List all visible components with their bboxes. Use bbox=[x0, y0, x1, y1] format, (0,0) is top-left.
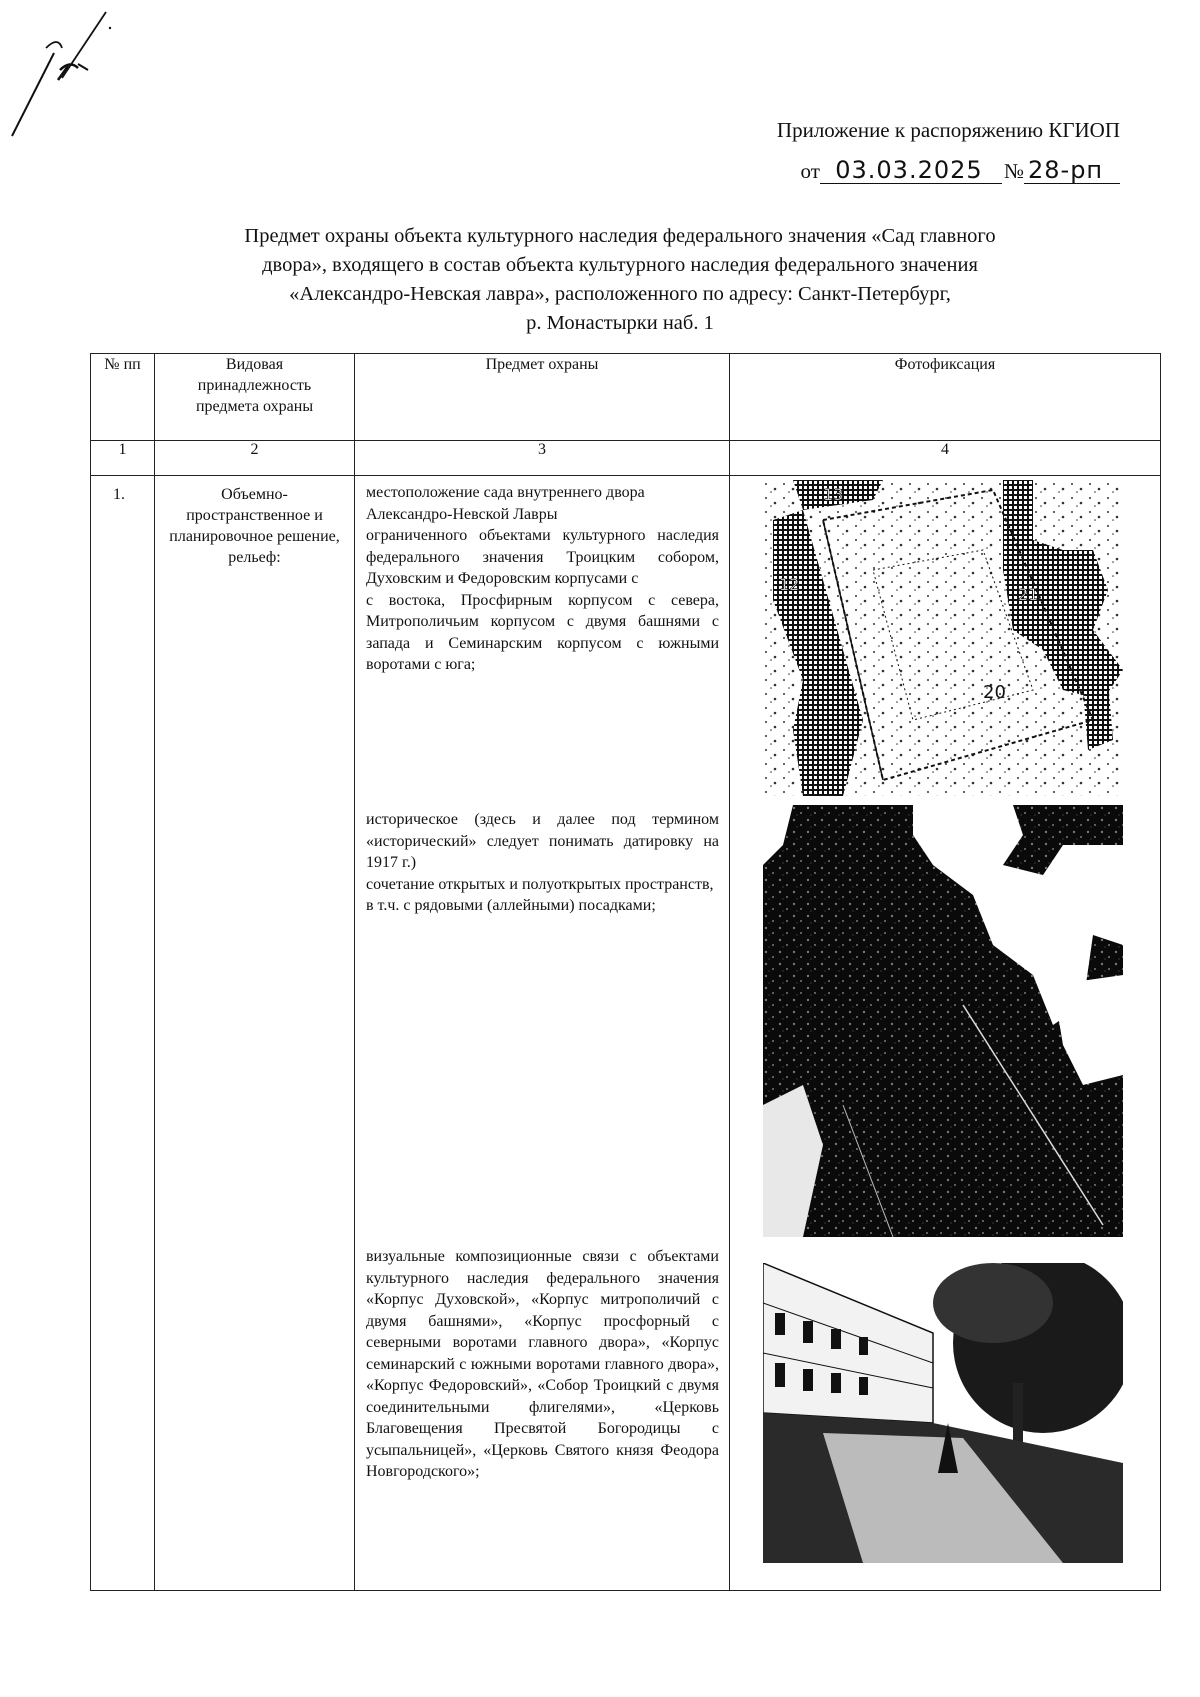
subject-item-location bbox=[366, 482, 719, 676]
header-subject: Предмет охраны bbox=[355, 354, 730, 441]
title-line: «Александро-Невская лавра», расположенного по адресу: Санкт-Петербург, bbox=[289, 283, 951, 305]
document-title bbox=[150, 222, 1090, 338]
row-number: 1. bbox=[91, 476, 155, 1591]
protection-table bbox=[90, 353, 1161, 1591]
subject-text: с востока, Просфирным корпусом с севера, Митрополичьим корпусом с двумя башнями с запада и Семинарским корпусом с южными воротами с юга; bbox=[366, 591, 719, 673]
appendix-number: 28-рп bbox=[1024, 157, 1120, 184]
subject-item-visual-links bbox=[366, 1246, 719, 1483]
table-row bbox=[91, 476, 1161, 1591]
header-photo: Фотофиксация bbox=[730, 354, 1161, 441]
title-line: двора», входящего в состав объекта культурного наследия федерального значения bbox=[262, 254, 978, 276]
appendix-block bbox=[777, 118, 1120, 184]
title-line: Предмет охраны объекта культурного наследия федерального значения «Сад главного bbox=[244, 225, 996, 247]
subject-text: историческое (здесь и далее под термином «исторический» следует понимать датировку на 1917 г.) bbox=[366, 811, 719, 871]
column-number: 2 bbox=[155, 441, 355, 476]
header-number: № пп bbox=[91, 354, 155, 441]
from-label: от bbox=[800, 159, 820, 183]
column-numbers-row bbox=[91, 441, 1161, 476]
column-number: 3 bbox=[355, 441, 730, 476]
site-plan-map bbox=[763, 480, 1123, 796]
header-kind: Видовая принадлежность предмета охраны bbox=[155, 354, 355, 441]
subject-text: ограниченного объектами культурного наследия федерального значения Троицким собором, Духовским и Федоровским корпусами с bbox=[366, 527, 719, 587]
map-label-20: 20 bbox=[983, 682, 1006, 703]
subject-text: сочетание открытых и полуоткрытых пространств, в т.ч. с рядовыми (аллейными) посадками; bbox=[366, 875, 714, 914]
handwritten-mark bbox=[10, 8, 120, 138]
column-number: 4 bbox=[730, 441, 1161, 476]
map-label-12: 12 bbox=[779, 575, 800, 594]
row-kind: Объемно-пространственное и планировочное решение, рельеф: bbox=[155, 476, 355, 1591]
map-label-13: 13 bbox=[823, 485, 844, 504]
subject-item-spaces bbox=[366, 809, 719, 917]
courtyard-photo bbox=[763, 1263, 1123, 1563]
map-label-21: 21 bbox=[1018, 585, 1039, 604]
title-line: р. Монастырки наб. 1 bbox=[526, 312, 714, 334]
photo-cell bbox=[730, 476, 1161, 1591]
number-label: № bbox=[1003, 159, 1024, 183]
subject-text: визуальные композиционные связи с объектами культурного наследия федерального значения «Корпус Духовской», «Корпус митрополичий с двумя башнями», «Корпус просфорный с северными воротами главного двора», «Корпус семинарский с южными воротами главного двора», «Корпус Федоровский», «Собор Троицкий с двумя соединительными флигелями», «Церковь Благовещения Пресвятой Богородицы с усыпальницей», «Церковь Святого князя Феодора Новгородского»; bbox=[366, 1248, 719, 1480]
subject-text: местоположение сада внутреннего двора Александро-Невской Лавры bbox=[366, 484, 645, 523]
table-header-row bbox=[91, 354, 1161, 441]
appendix-date-number bbox=[777, 157, 1120, 184]
appendix-date: 03.03.2025 bbox=[820, 157, 1002, 184]
appendix-title: Приложение к распоряжению КГИОП bbox=[776, 118, 1120, 142]
subject-cell bbox=[355, 476, 730, 1591]
aerial-photo bbox=[763, 805, 1123, 1237]
column-number: 1 bbox=[91, 441, 155, 476]
